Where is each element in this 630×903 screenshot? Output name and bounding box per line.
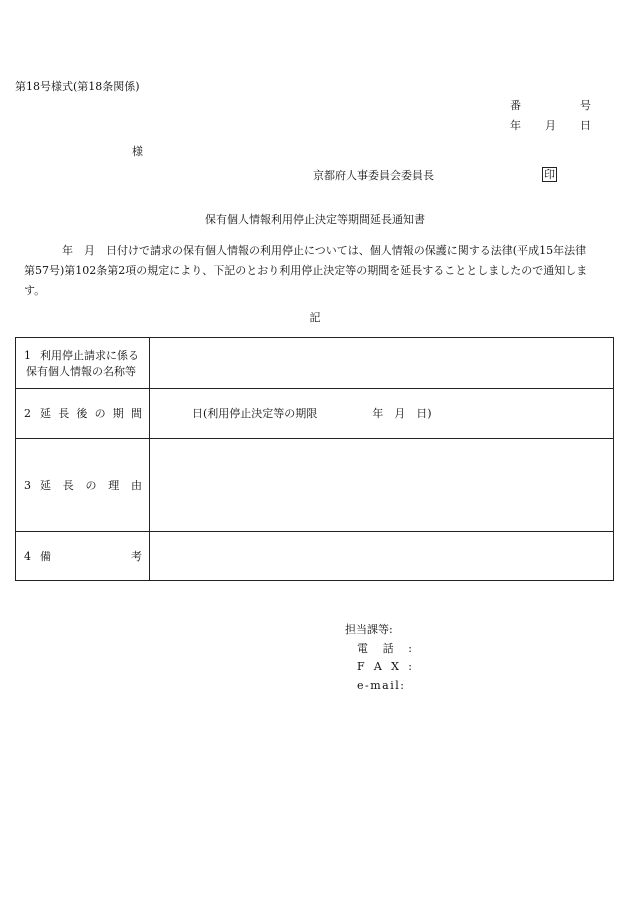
contact-phone-label: 電 話 : bbox=[357, 642, 412, 655]
seal-text: 印 bbox=[544, 168, 555, 181]
row-label: 延 長 の 理 由 bbox=[40, 479, 142, 492]
row-label: 備 考 bbox=[40, 550, 142, 563]
table-row-extended-period bbox=[16, 389, 613, 439]
number-label-ban: 番 bbox=[510, 99, 521, 112]
row-number: 4 bbox=[24, 550, 31, 563]
row-header-target-info bbox=[16, 338, 150, 388]
notice-table bbox=[15, 337, 614, 581]
row-header-extension-reason bbox=[16, 439, 150, 531]
table-row-target-info bbox=[16, 338, 613, 389]
seal-mark bbox=[542, 168, 557, 181]
extension-reason-value bbox=[151, 439, 613, 531]
row-label-line-2: 保有個人情報の名称等 bbox=[26, 365, 136, 378]
contact-fax-label: F A X : bbox=[357, 660, 412, 673]
row-number: 2 bbox=[24, 407, 31, 420]
form-number: 第18号様式(第18条関係) bbox=[15, 80, 140, 93]
target-info-value bbox=[151, 338, 613, 388]
extended-period-value: 日(利用停止決定等の期限 年 月 日) bbox=[192, 407, 432, 420]
row-number: 1 bbox=[24, 349, 31, 362]
row-header-remarks bbox=[16, 532, 150, 580]
row-header-extended-period bbox=[16, 389, 150, 438]
body-line-2: 第57号)第102条第2項の規定により、下記のとおり利用停止決定等の期間を延長することとしましたので通知しま bbox=[24, 264, 588, 277]
remarks-value bbox=[151, 532, 613, 580]
addressee-suffix: 様 bbox=[132, 145, 143, 158]
row-number: 3 bbox=[24, 479, 31, 492]
body-line-1: 年 月 日付けで請求の保有個人情報の利用停止については、個人情報の保護に関する法律(平成15年法律 bbox=[62, 244, 587, 257]
contact-section-label: 担当課等: bbox=[345, 623, 393, 636]
date-year-label: 年 bbox=[510, 119, 521, 132]
date-month-label: 月 bbox=[545, 119, 556, 132]
document-title: 保有個人情報利用停止決定等期間延長通知書 bbox=[205, 213, 425, 226]
number-label-go: 号 bbox=[580, 99, 591, 112]
table-row-extension-reason bbox=[16, 439, 613, 532]
contact-email-label: e-mail: bbox=[357, 679, 406, 692]
ki-label: 記 bbox=[309, 311, 321, 324]
row-label-line-1: 利用停止請求に係る bbox=[40, 349, 139, 362]
date-day-label: 日 bbox=[580, 119, 591, 132]
body-line-3: す。 bbox=[24, 284, 46, 297]
row-label: 延 長 後 の 期 間 bbox=[40, 407, 142, 420]
table-row-remarks bbox=[16, 532, 613, 580]
sender-name: 京都府人事委員会委員長 bbox=[313, 169, 434, 182]
